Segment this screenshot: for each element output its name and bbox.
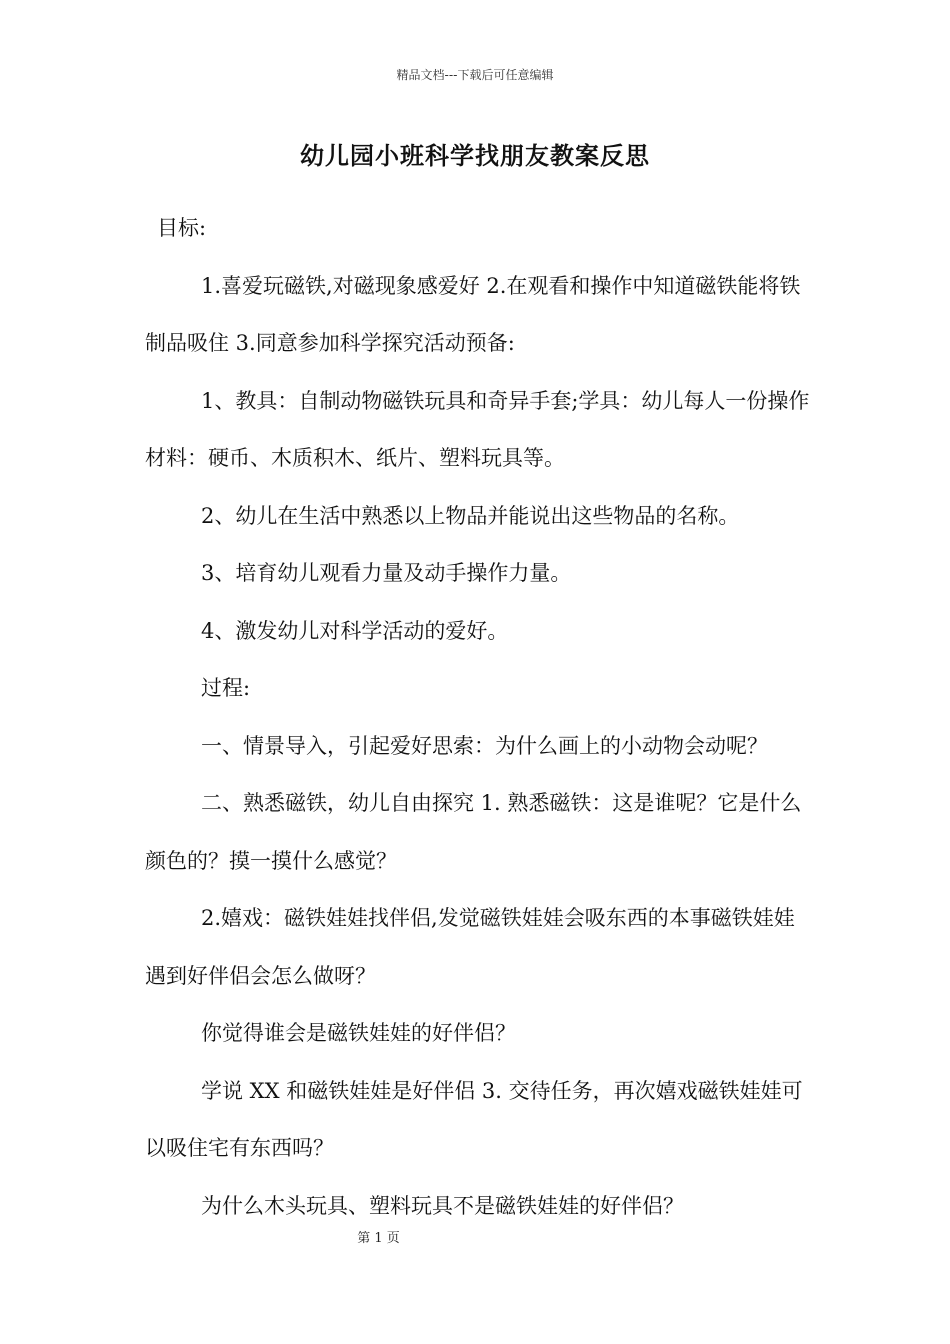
paragraph-why: 为什么木头玩具、塑料玩具不是磁铁娃娃的好伴侣？ — [201, 1193, 684, 1218]
paragraph-step-2: 二、熟悉磁铁，幼儿自由探究 1. 熟悉磁铁：这是谁呢？它是什么颜色的？摸一摸什么感觉？ — [145, 791, 802, 873]
page-number: 第 1 页 — [357, 1231, 400, 1246]
paragraph-prep-3: 3、培育幼儿观看力量及动手操作力量。 — [201, 561, 572, 585]
paragraph-question: 你觉得谁会是磁铁娃娃的好伴侣？ — [201, 1021, 516, 1045]
paragraph-prep-2: 2、幼儿在生活中熟悉以上物品并能说出这些物品的名称。 — [201, 503, 740, 528]
paragraph-prep-4: 4、激发幼儿对科学活动的爱好。 — [201, 618, 509, 643]
paragraph-game: 2.嬉戏：磁铁娃娃找伴侣,发觉磁铁娃娃会吸东西的本事磁铁娃娃遇到好伴侣会怎么做呀？ — [145, 906, 795, 988]
paragraph-goal-heading: 目标: — [157, 216, 207, 240]
document-body — [145, 200, 810, 1235]
paragraph-process-heading: 过程: — [201, 676, 251, 700]
paragraph-goals: 1.喜爱玩磁铁,对磁现象感爱好 2.在观看和操作中知道磁铁能将铁制品吸住 3.同意参加科学探究活动预备: — [145, 273, 801, 355]
paragraph-prep-1: 1、教具：自制动物磁铁玩具和奇异手套;学具：幼儿每人一份操作材料：硬币、木质积木、纸片、塑料玩具等。 — [145, 388, 810, 470]
page-header: 精品文档---下载后可任意编辑 — [396, 68, 554, 82]
document-title: 幼儿园小班科学找朋友教案反思 — [300, 142, 650, 170]
paragraph-step-1: 一、情景导入，引起爱好思索：为什么画上的小动物会动呢？ — [201, 733, 768, 758]
paragraph-task: 学说 XX 和磁铁娃娃是好伴侣 3. 交待任务，再次嬉戏磁铁娃娃可以吸住宅有东西吗？ — [145, 1078, 803, 1160]
